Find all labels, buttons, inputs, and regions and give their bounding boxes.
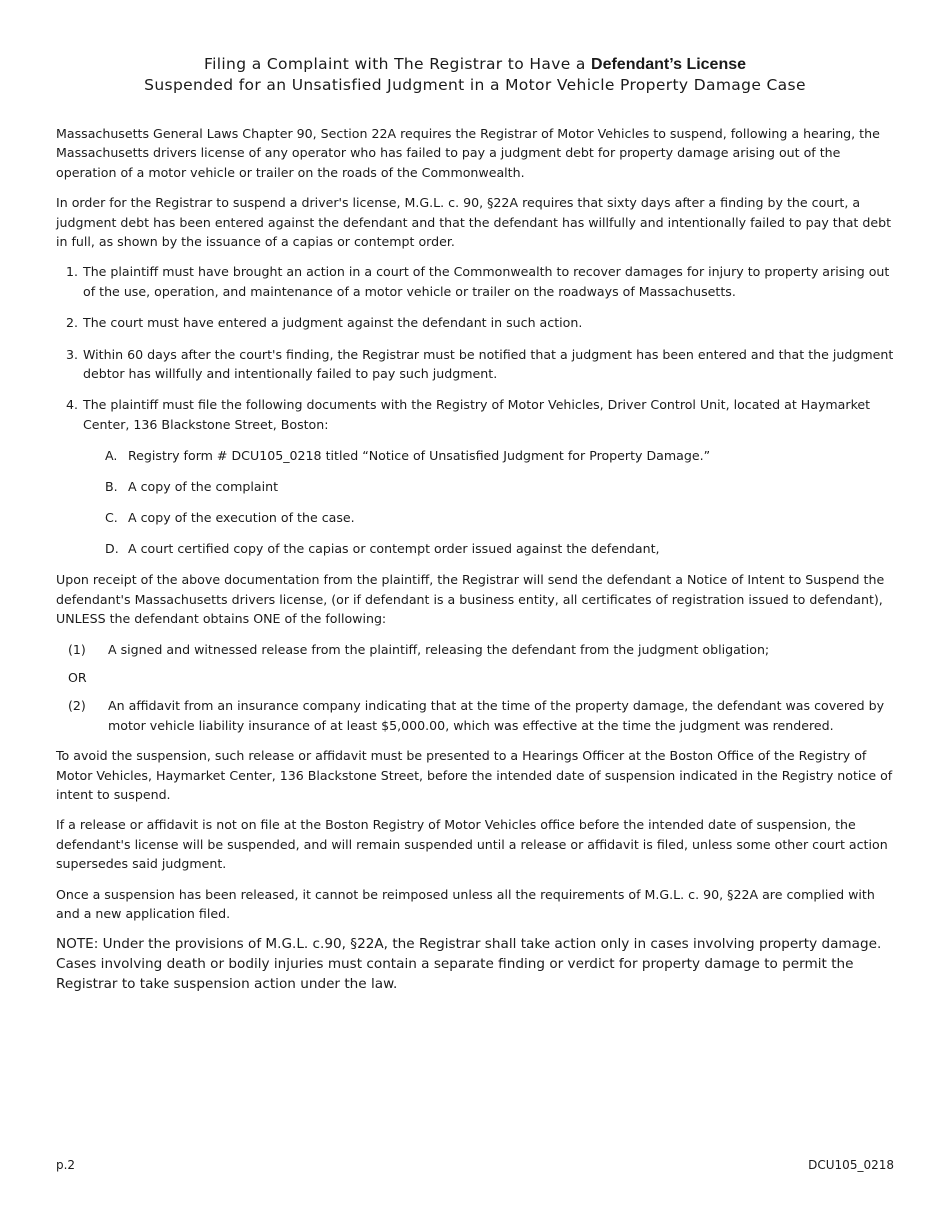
list-item	[56, 262, 898, 301]
document-body	[56, 124, 898, 1005]
form-id: DCU105_0218	[808, 1158, 894, 1172]
list-number: 3.	[66, 346, 79, 362]
document-letter: D.	[105, 541, 119, 557]
paragraph-avoid-suspension: To avoid the suspension, such release or affidavit must be presented to a Hearings Officer at the Boston Office of the Registry of Motor Vehicles, Haymarket Center, 136 Blackstone Street, before the intended date of suspension indicated in the Registry notice of intent to suspend.	[56, 748, 893, 802]
document-letter: C.	[105, 510, 118, 526]
requirements-list	[56, 262, 898, 558]
title-line-2: Suspended for an Unsatisfied Judgment in a Motor Vehicle Property Damage Case	[144, 76, 806, 94]
documents-list	[83, 446, 898, 558]
paragraph-reimposition: Once a suspension has been released, it cannot be reimposed unless all the requirements of M.G.L. c. 90, §22A are complied with and a new application filed.	[56, 886, 875, 921]
title-line-1	[0, 54, 950, 75]
document-letter: A.	[105, 448, 118, 464]
document-item	[83, 508, 898, 527]
option-text: An affidavit from an insurance company indicating that at the time of the property damage, the defendant was covered by motor vehicle liability insurance of at least $5,000.00, which was effective at the time the judgment was rendered.	[108, 698, 885, 733]
list-item-text: The plaintiff must file the following documents with the Registry of Motor Vehicles, Driver Control Unit, located at Haymarket Center, 136 Blackstone Street, Boston:	[83, 397, 871, 432]
document-text: A court certified copy of the capias or contempt order issued against the defendant,	[128, 541, 660, 557]
list-item-text: Within 60 days after the court's finding, the Registrar must be notified that a judgment has been entered and that the judgment debtor has willfully and intentionally failed to pay such judgment.	[83, 346, 894, 382]
list-item	[56, 345, 898, 384]
document-text: A copy of the execution of the case.	[128, 510, 355, 526]
option-item	[56, 640, 898, 659]
document-item	[83, 539, 898, 558]
list-number: 4.	[66, 397, 79, 413]
option-number: (2)	[68, 698, 86, 714]
page-title	[0, 54, 950, 96]
page-number: p.2	[56, 1158, 76, 1172]
list-item	[56, 395, 898, 558]
paragraph-notice-of-intent: Upon receipt of the above documentation from the plaintiff, the Registrar will send the defendant a Notice of Intent to Suspend the defendant's Massachusetts drivers license, (or if defendant is a business entity, all certificates of registration issued to defendant), UNLESS the defendant obtains ONE of the following:	[56, 572, 885, 627]
list-number: 2.	[66, 315, 79, 331]
title-line-1-bold: Defendant’s License	[591, 56, 747, 73]
or-separator: OR	[68, 669, 87, 685]
option-item	[56, 696, 898, 735]
document-text: A copy of the complaint	[128, 479, 279, 495]
document-text: Registry form # DCU105_0218 titled “Notice of Unsatisfied Judgment for Property Damage.”	[128, 448, 711, 464]
title-line-1-text: Filing a Complaint with The Registrar to Have a	[203, 55, 592, 73]
document-item	[83, 477, 898, 496]
note-paragraph: NOTE: Under the provisions of M.G.L. c.90, §22A, the Registrar shall take action only in cases involving property damage. Cases involving death or bodily injuries must contain a separate finding or verdict for property damage to permit the Registrar to take suspension action under the law.	[56, 936, 882, 993]
list-item	[56, 313, 898, 332]
option-number: (1)	[68, 641, 86, 657]
paragraph-statute: Massachusetts General Laws Chapter 90, Section 22A requires the Registrar of Motor Vehicles to suspend, following a hearing, the Massachusetts drivers license of any operator who has failed to pay a judgment debt for property damage arising out of the operation of a motor vehicle or trailer on the roads of the Commonwealth.	[56, 126, 880, 180]
document-item	[83, 446, 898, 465]
list-item-text: The plaintiff must have brought an action in a court of the Commonwealth to recover damages for injury to property arising out of the use, operation, and maintenance of a motor vehicle or trailer on the roadways of Massachusetts.	[83, 264, 890, 299]
paragraph-release-not-on-file: If a release or affidavit is not on file at the Boston Registry of Motor Vehicles office before the intended date of suspension, the defendant's license will be suspended, and will remain suspended until a release or affidavit is filed, unless some other court action supersedes said judgment.	[56, 817, 888, 872]
list-number: 1.	[66, 264, 79, 280]
option-text: A signed and witnessed release from the plaintiff, releasing the defendant from the judgment obligation;	[108, 641, 770, 657]
list-item-text: The court must have entered a judgment against the defendant in such action.	[83, 315, 583, 331]
options-list	[56, 640, 898, 736]
document-letter: B.	[105, 479, 118, 495]
paragraph-requirements-intro: In order for the Registrar to suspend a driver's license, M.G.L. c. 90, §22A requires that sixty days after a finding by the court, a judgment debt has been entered against the defendant and that the defendant has willfully and intentionally failed to pay that debt in full, as shown by the issuance of a capias or contempt order.	[56, 195, 892, 250]
